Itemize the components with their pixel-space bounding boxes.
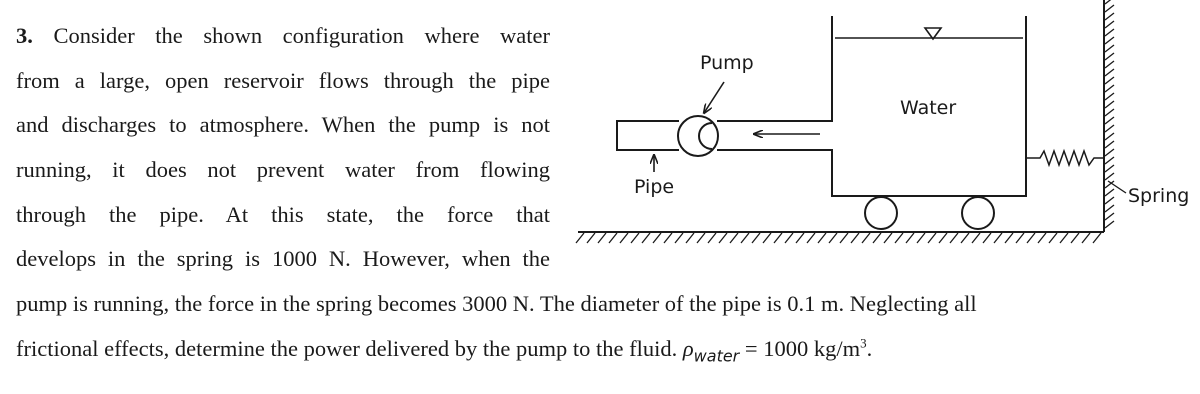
problem-line-7: pump is running, the force in the spring becomes 3000 N. The diameter of the pipe is 0.1 m. Neglecting all [16,291,977,316]
wheel-right [962,197,994,229]
ground-hatch-tick [741,233,749,243]
ground-hatch-tick [950,233,958,243]
problem-line-1: 3. Consider the shown configuration where water [16,23,550,48]
ground-hatch-tick [598,233,606,243]
problem-line-5: through the pipe. At this state, the force that [16,201,550,227]
wall-hatch-tick [1105,125,1114,132]
wall-hatch-tick [1105,197,1114,204]
ground-hatch-tick [730,233,738,243]
wall-hatch-tick [1105,165,1114,172]
wall-hatch-tick [1105,53,1114,60]
wall-hatch-tick [1105,101,1114,108]
wall-hatch-tick [1105,5,1114,12]
wall-hatch-tick [1105,93,1114,100]
wall-hatch-tick [1105,45,1114,52]
ground-hatch-tick [587,233,595,243]
wall-hatch-tick [1105,221,1114,228]
wall-hatch [1104,0,1114,232]
ground-hatch-tick [664,233,672,243]
wall-hatch-tick [1105,61,1114,68]
wall-hatch-tick [1105,205,1114,212]
wall-hatch-tick [1105,173,1114,180]
ground-hatch-tick [983,233,991,243]
ground-hatch-tick [928,233,936,243]
ground-hatch-tick [972,233,980,243]
wall-hatch-tick [1105,117,1114,124]
wall-hatch-tick [1105,189,1114,196]
ground-hatch-tick [763,233,771,243]
ground-hatch-tick [1027,233,1035,243]
ground-hatch-tick [818,233,826,243]
ground-hatch-tick [895,233,903,243]
pump-leader-line [704,82,724,113]
wall-hatch-tick [1105,69,1114,76]
wall-hatch-tick [1105,77,1114,84]
ground-hatch-tick [686,233,694,243]
ground-hatch-tick [1005,233,1013,243]
spring-label: Spring [1128,185,1190,207]
pump-label: Pump [700,52,754,74]
wall-hatch-tick [1105,13,1114,20]
wall-hatch-tick [1105,29,1114,36]
wall-hatch-tick [1105,85,1114,92]
problem-line-4: running, it does not prevent water from flowing [16,157,550,183]
wall-hatch-tick [1105,157,1114,164]
ground-hatch-tick [1082,233,1090,243]
problem-line-8: frictional effects, determine the power delivered by the pump to the fluid. $\rho_{water} = 1000$ $kg/m^3$. [16,335,873,366]
ground-hatch-tick [1060,233,1068,243]
ground-hatch-tick [752,233,760,243]
ground-hatch-tick [631,233,639,243]
wall-hatch-tick [1105,21,1114,28]
wall-hatch-tick [1105,37,1114,44]
pipe [617,121,830,150]
ground-hatch-tick [1049,233,1057,243]
ground-hatch [576,232,1104,243]
pipe-label: Pipe [634,176,675,198]
ground-hatch-tick [862,233,870,243]
ground-hatch-tick [1071,233,1079,243]
ground-hatch-tick [917,233,925,243]
ground-hatch-tick [697,233,705,243]
rho-water-symbol: $\rho_{water}$ [682,335,740,366]
wall-hatch-tick [1105,133,1114,140]
problem-line-3: and discharges to atmosphere. When the pump is not [16,112,550,138]
wall-hatch-tick [1105,109,1114,116]
ground-hatch-tick [620,233,628,243]
ground-hatch-tick [642,233,650,243]
ground-hatch-tick [576,233,584,243]
ground-hatch-tick [1038,233,1046,243]
wall-hatch-tick [1105,0,1114,4]
water-label: Water [900,97,957,119]
ground-hatch-tick [994,233,1002,243]
pump [678,116,718,156]
ground-hatch-tick [1016,233,1024,243]
ground-hatch-tick [653,233,661,243]
wheel-left [865,197,897,229]
ground-hatch-tick [840,233,848,243]
ground-hatch-tick [829,233,837,243]
ground-hatch-tick [873,233,881,243]
ground-hatch-tick [609,233,617,243]
wall-hatch-tick [1105,141,1114,148]
problem-line-6: develops in the spring is 1000 N. However, when the [16,246,550,272]
problem-number: 3. [16,23,33,48]
ground-hatch-tick [961,233,969,243]
ground-hatch-tick [851,233,859,243]
wall-hatch-tick [1105,149,1114,156]
ground-hatch-tick [807,233,815,243]
wall-hatch-tick [1105,213,1114,220]
ground-hatch-tick [719,233,727,243]
ground-hatch-tick [1093,233,1101,243]
spring [1026,151,1104,165]
ground-hatch-tick [884,233,892,243]
ground-hatch-tick [939,233,947,243]
problem-line-2: from a large, open reservoir flows through the pipe [16,67,550,93]
ground-hatch-tick [675,233,683,243]
ground-hatch-tick [785,233,793,243]
ground-hatch-tick [796,233,804,243]
ground-hatch-tick [708,233,716,243]
ground-hatch-tick [774,233,782,243]
ground-hatch-tick [906,233,914,243]
